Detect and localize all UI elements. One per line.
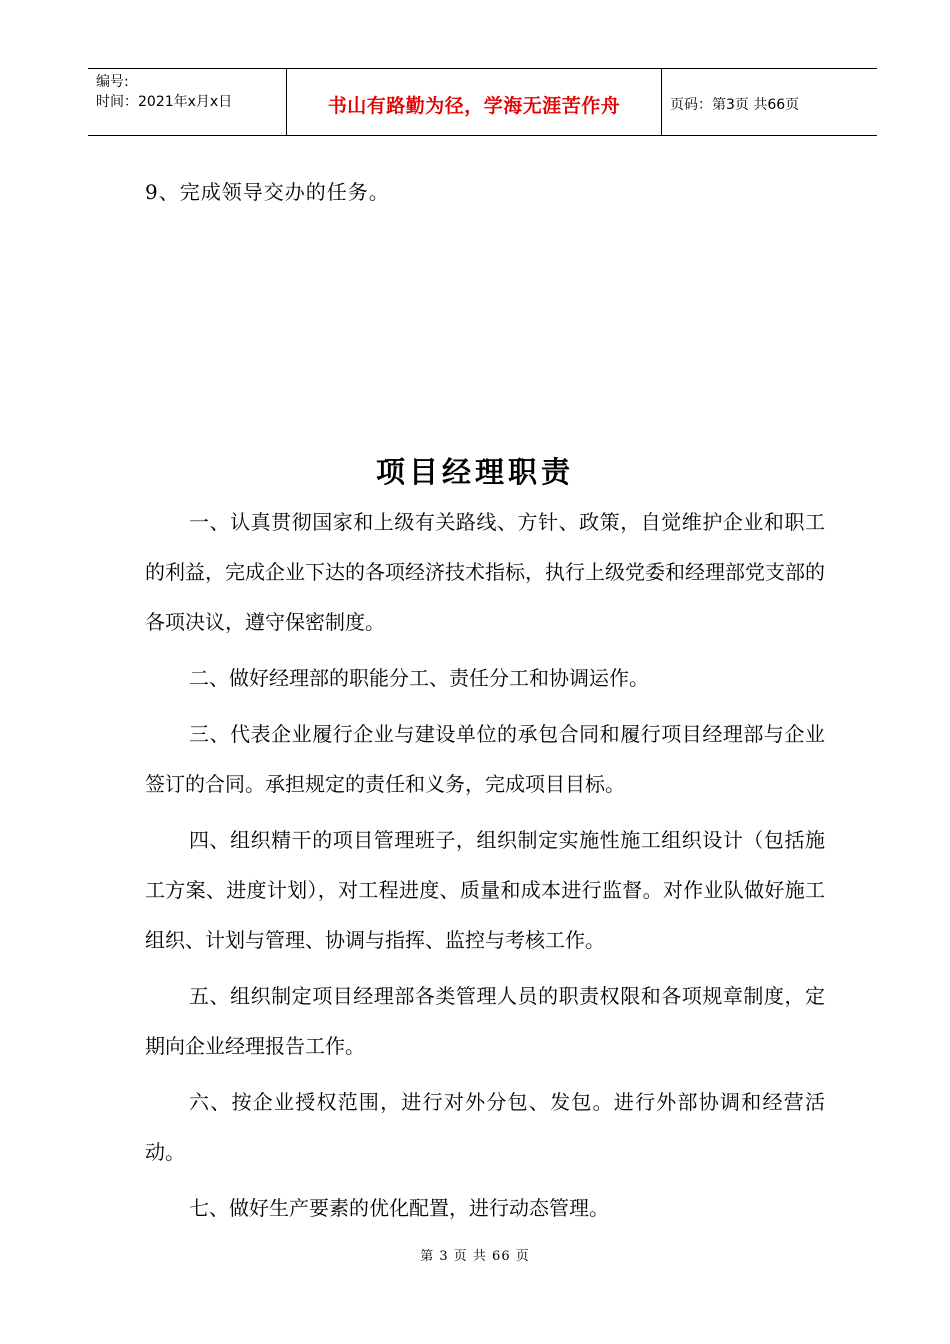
item-9-text: 9、完成领导交办的任务。 [145,180,390,204]
duty-paragraph: 一、认真贯彻国家和上级有关路线、方针、政策，自觉维护企业和职工的利益，完成企业下达的各项经济技术指标，执行上级党委和经理部党支部的各项决议，遵守保密制度。 [145,510,825,634]
header-motto: 书山有路勤为径，学海无涯苦作舟 [287,69,662,135]
header-number-label: 编号: [96,74,129,90]
header-time-label: 时间：2021年x月x日 [96,94,233,110]
duties-body [145,497,825,1239]
section-title: 项目经理职责 [375,455,574,489]
duty-paragraph: 六、按企业授权范围，进行对外分包、发包。进行外部协调和经营活动。 [145,1090,825,1164]
header-meta [88,69,287,135]
duty-paragraph: 五、组织制定项目经理部各类管理人员的职责权限和各项规章制度，定期向企业经理报告工作。 [145,984,825,1058]
header-page-info: 页码：第3页 共66页 [670,97,800,113]
duty-paragraph: 四、组织精干的项目管理班子，组织制定实施性施工组织设计（包括施工方案、进度计划），对工程进度、质量和成本进行监督。对作业队做好施工组织、计划与管理、协调与指挥、监控与考核工作。 [145,828,825,952]
duty-paragraph: 三、代表企业履行企业与建设单位的承包合同和履行项目经理部与企业签订的合同。承担规定的责任和义务，完成项目目标。 [145,722,825,796]
duty-paragraph: 二、做好经理部的职能分工、责任分工和协调运作。 [189,666,649,690]
page-footer: 第 3 页 共 66 页 [420,1249,530,1264]
page-header [88,68,877,136]
duty-paragraph: 七、做好生产要素的优化配置，进行动态管理。 [189,1196,609,1220]
